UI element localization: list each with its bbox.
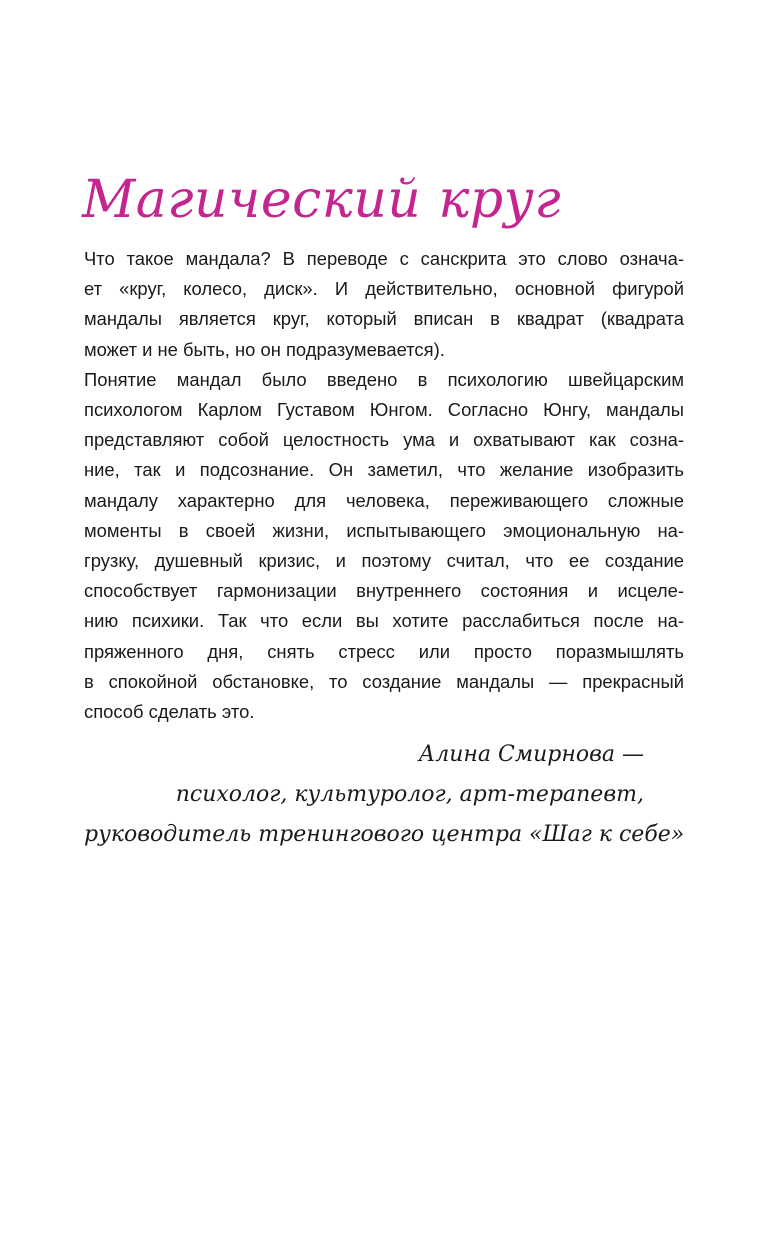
signature-line: руководитель тренингового центра «Шаг к себе»	[84, 822, 685, 847]
body-line: психологом Карлом Густавом Юнгом. Согласно Юнгу, мандалы	[84, 399, 684, 421]
body-line: Что такое мандала? В переводе с санскрита это слово означа-	[84, 248, 684, 269]
body-line: мандалы является круг, который вписан в квадрат (квадрата	[84, 308, 684, 330]
body-line: мандалу характерно для человека, переживающего сложные	[84, 489, 684, 511]
body-line: Понятие мандал было введено в психологию швейцарским	[84, 368, 684, 390]
body-line: нию психики. Так что если вы хотите расслабиться после на-	[84, 610, 684, 632]
body-line: в спокойной обстановке, то создание мандалы — прекрасный	[84, 670, 684, 692]
body-line: ет «круг, колесо, диск». И действительно, основной фигурой	[84, 278, 684, 300]
page-title: Магический круг	[82, 170, 562, 230]
body-line: грузку, душевный кризис, и поэтому считал, что ее создание	[84, 550, 684, 572]
signature-line: психолог, культуролог, арт-терапевт,	[175, 782, 644, 807]
author-signature	[84, 735, 685, 855]
body-line: способ сделать это.	[84, 701, 255, 723]
body-line: может и не быть, но он подразумевается).	[84, 338, 445, 360]
body-line: моменты в своей жизни, испытывающего эмоциональную на-	[84, 519, 684, 541]
body-line: пряженного дня, снять стресс или просто поразмышлять	[84, 640, 684, 662]
signature-line: Алина Смирнова —	[418, 742, 644, 767]
body-line: представляют собой целостность ума и охватывают как созна-	[84, 429, 684, 451]
body-paragraphs	[84, 244, 684, 727]
body-line: ние, так и подсознание. Он заметил, что желание изобразить	[84, 459, 684, 481]
body-line: способствует гармонизации внутреннего состояния и исцеле-	[84, 580, 684, 602]
